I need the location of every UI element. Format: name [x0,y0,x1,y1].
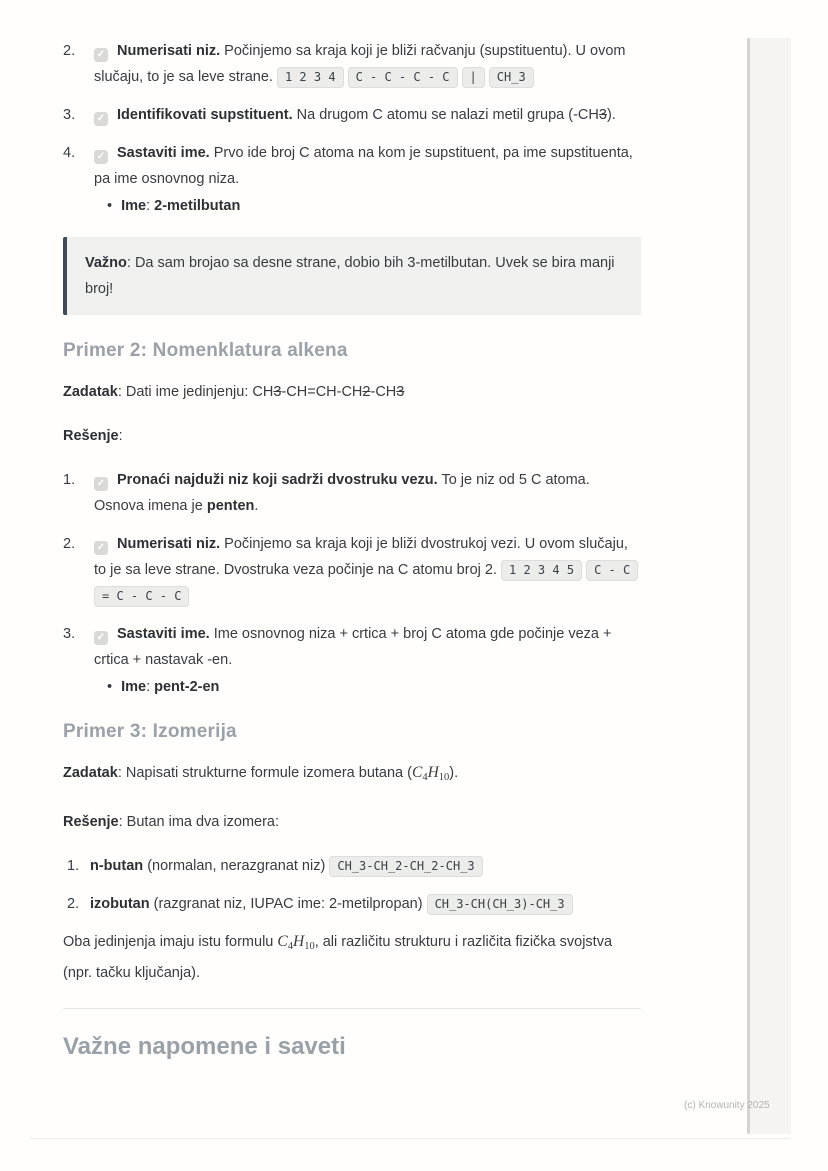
code-chip: C - C = C - C - C [94,560,638,607]
list-item [63,102,641,128]
section-divider [63,1008,641,1009]
checkbox-checked-icon[interactable]: ✓ [94,477,108,491]
step-title: Identifikovati supstituent. [117,107,293,123]
list-item [63,853,641,879]
resenje-label: Rešenje [63,428,119,444]
sub-label: Ime [121,198,147,214]
list-item [63,621,641,700]
step-title: Pronaći najduži niz koji sadrži dvostruku vezu. [117,472,438,488]
document-content [63,38,641,1061]
isomer-desc: (normalan, nerazgranat niz) [147,858,326,874]
alkane-steps-list [63,38,641,219]
resenje-paragraph: Rešenje: Butan ima dva izomera: [63,814,280,830]
chem-formula: CH3-CH=CH-CH2-CH3 [252,384,405,400]
list-number: 2. [67,896,80,912]
step-title: Numerisati niz. [117,536,221,552]
resenje-paragraph: Rešenje: [63,428,123,444]
zadatak-label: Zadatak [63,765,118,781]
section-heading-primer2: Primer 2: Nomenklatura alkena [63,340,348,361]
step-text: Prvo ide broj C atoma na kom je supstituent, pa ime supstituenta, pa ime osnovnog niza. [94,145,633,187]
isomer-desc: (razgranat niz, IUPAC ime: 2-metilpropan) [153,896,423,912]
sub-label: Ime [121,679,147,695]
math-formula: $C_4H_{10}$ [277,933,315,952]
callout-label: Važno [85,255,127,271]
list-item [63,467,641,519]
callout-text: : Da sam brojao sa desne strane, dobio bih 3-metilbutan. Uvek se bira manji broj! [85,255,615,297]
checkbox-checked-icon[interactable]: ✓ [94,150,108,164]
sub-bullet-line: • Ime: pent-2-en [107,679,220,695]
code-chip: 1 2 3 4 [277,67,344,88]
step-text: Počinjemo sa kraja koji je bliži dvostrukoj vezi. U ovom slučaju, to je sa leve strane. Dvostruka veza počinje na C atomu broj 2. [94,536,628,578]
alkene-steps-list [63,467,641,700]
checkbox-checked-icon[interactable]: ✓ [94,48,108,62]
checkbox-checked-icon[interactable]: ✓ [94,541,108,555]
bullet-icon: • [107,198,113,214]
struck-digit: 2 [362,384,371,400]
sub-bullet-line: • Ime: 2-metilbutan [107,198,241,214]
list-item [63,891,641,917]
page-bottom-edge [30,1138,790,1139]
struck-digit: 3 [273,384,282,400]
zadatak-paragraph: Zadatak: Dati ime jedinjenju: CH3-CH=CH-CH2-CH3 [63,384,405,400]
code-chip: CH_3-CH(CH_3)-CH_3 [427,894,573,915]
code-chip: | [462,67,485,88]
section-heading-primer3: Primer 3: Izomerija [63,721,237,742]
isomer-list [63,853,641,917]
zadatak-paragraph: Zadatak: Napisati strukturne formule izomera butana $(C_4H_{10})$. [63,764,459,783]
list-number: 1. [67,858,80,874]
step-text: Počinjemo sa kraja koji je bliži račvanju (supstituentu). U ovom slučaju, to je sa leve strane. [94,43,626,85]
step-text: Ime osnovnog niza + crtica + broj C atoma gde počinje veza + crtica + nastavak -en. [94,626,612,668]
checkbox-checked-icon[interactable]: ✓ [94,112,108,126]
list-number: 3. [63,107,76,123]
outro-paragraph: Oba jedinjenja imaju istu formulu $C_4H_{10}$, ali različitu strukturu i različita fizička svojstva (npr. tačku ključanja). [63,933,613,981]
watermark: (c) Knowunity 2025 [684,1100,770,1111]
isomer-name: izobutan [90,896,150,912]
list-item [63,531,641,609]
bold-term: penten. [206,498,259,514]
list-number: 1. [63,472,76,488]
step-text: To je niz od 5 C atoma. Osnova imena je [94,472,590,514]
resenje-label: Rešenje [63,814,119,830]
list-number: 2. [63,536,76,552]
zadatak-label: Zadatak [63,384,118,400]
step-title: Sastaviti ime. [117,626,210,642]
step-title: Numerisati niz. [117,43,221,59]
math-formula: $(C_4H_{10})$. [407,764,459,783]
formula-inline: (-CH3). [568,107,616,123]
step-text: Na drugom C atomu se nalazi metil grupa [296,107,565,123]
code-chip: C - C - C - C [348,67,458,88]
step-title: Sastaviti ime. [117,145,210,161]
sub-value: 2-metilbutan [154,198,241,214]
section-heading-next: Važne napomene i saveti [63,1033,346,1060]
code-chip: CH_3-CH_2-CH_2-CH_3 [329,856,482,877]
list-item [63,140,641,219]
code-chip: 1 2 3 4 5 [501,560,582,581]
isomer-name: n-butan [90,858,144,874]
struck-digit: 3 [396,384,405,400]
scrollbar[interactable] [747,38,750,1134]
important-callout [63,237,641,315]
list-number: 3. [63,626,76,642]
bullet-icon: • [107,679,113,695]
checkbox-checked-icon[interactable]: ✓ [94,631,108,645]
list-number: 4. [63,145,76,161]
right-side-panel [750,38,791,1134]
code-chip: CH_3 [489,67,534,88]
list-number: 2. [63,43,76,59]
struck-digit: 3 [598,107,607,123]
list-item [63,38,641,90]
sub-value: pent-2-en [154,679,220,695]
